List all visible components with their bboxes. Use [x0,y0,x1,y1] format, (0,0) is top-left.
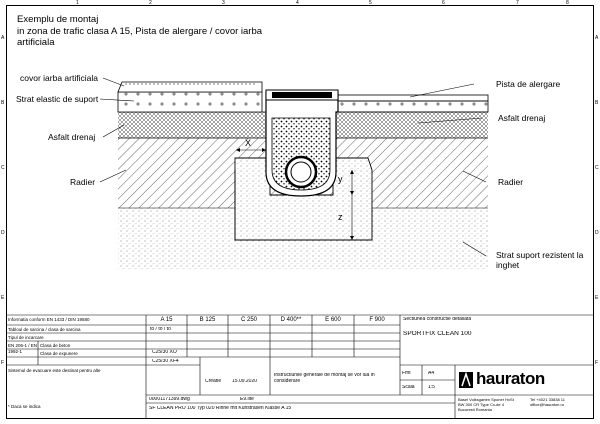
label-radier-left: Radier [70,177,96,187]
label-asfalt-right: Asfalt drenaj [498,113,546,123]
drawing-number: 00001171399.dwg [149,397,190,402]
title-line: in zona de trafic clasa A 15, Pista de alergare / covor iarba [17,25,263,37]
dimension-z: z [338,212,343,222]
artificial-turf [118,82,262,92]
label-radier-right: Radier [498,177,524,187]
ruler-mark: C [595,165,599,171]
ruler-mark: 6 [442,0,445,6]
bottom-line: SF CLEAN PRO 100 Typ 020 Rinne mit Kunstrasen Klasse A 15 [149,406,292,411]
label-asfalt-left: Asfalt drenaj [48,132,96,142]
tb-row4-label: Clasa de beton [40,343,71,348]
label-strat-suport: Strat suport rezistent la [496,250,584,260]
label-strat-elastic: Strat elastic de suport [16,94,99,104]
running-track [334,95,488,101]
dimension-y: y [338,174,343,184]
ruler-mark: D [595,230,599,236]
ruler-mark: 5 [369,0,372,6]
concrete-class-2: C25/30 XF4 [152,359,179,364]
class-b125: B 125 [199,317,216,323]
ruler-mark: A [1,35,5,41]
ruler-mark: E [595,295,599,301]
ruler-mark: 3 [222,0,225,6]
ruler-mark: B [595,100,599,106]
tb-row5-label: Clasa de expunere [40,351,78,356]
ruler-mark: A [595,35,599,41]
scale-value: 1:5 [428,385,435,390]
class-f900: F 900 [369,317,385,323]
title-line: artificiala [17,37,55,48]
company-2: BW 300 CR Type Cx-de 4 [458,402,504,407]
company-1: Basel Volksgarten Sponer HxSt [458,397,514,402]
ruler-mark: 8 [566,0,569,6]
created-label: Creatie [205,379,222,384]
label-strat-suport-2: inghet [496,260,520,270]
ruler-mark: E [1,295,5,301]
tb-row3-label: Tipul de incarcare [8,335,44,340]
class-a15: A 15 [160,317,173,323]
right-title: Sectiunea constructie detaliata [403,317,472,322]
dimension-x: X [245,138,252,148]
ruler-mark: 1 [76,0,79,6]
company-3: Bucuresti Romania [458,407,492,412]
row2-value: to / to / to [150,327,171,332]
instructions: Instructiunile generale de montaj se vor lua in considerare [274,373,375,384]
contact-email: office@hauraton.ro [530,402,565,407]
concrete-class-1: C25/30 XO [152,350,177,355]
ruler-mark: C [1,165,5,171]
format-value: A4 [428,371,435,376]
tb-note1: Sistemul de evacuare este destinat pentru alte [8,368,101,373]
ruler-mark: 2 [149,0,152,6]
tb-row2-label: Tabloul de sarcina / clasa de sarcina [8,327,81,332]
ruler-mark: F [595,360,599,366]
format-label: Fmt [402,371,411,376]
tb-note2: * Daca se indica [8,404,41,409]
drawing-title [17,14,262,49]
scale-label: Scala [402,385,415,390]
ruler-mark: 7 [516,0,519,6]
class-e600: E 600 [325,317,341,323]
class-c250: C 250 [240,317,257,323]
created-date: 15.09.2020 [232,379,258,384]
ruler-mark: B [1,100,5,106]
tb-row4-codes: EN 206-1 / EN 1992-1 [8,343,37,354]
brand-logo: hauraton [476,369,545,388]
ruler-mark: F [1,360,5,366]
tb-row1-label: Informatia conform EN 1433 / DIN 19580 [8,317,90,322]
label-pista: Pista de alergare [496,79,561,89]
title-line: Exemplu de montaj [17,14,99,25]
label-covor: covor iarba artificiala [20,73,98,83]
revision: E9.lite [240,397,254,402]
ruler-mark: D [1,230,5,236]
product-name: SPORTFIX CLEAN 100 [403,331,472,337]
ruler-mark: 4 [296,0,299,6]
class-d400: D 400** [280,317,302,323]
elastic-layer [118,92,262,112]
contact-phone: Tel +4021 33838 11 [530,397,565,402]
